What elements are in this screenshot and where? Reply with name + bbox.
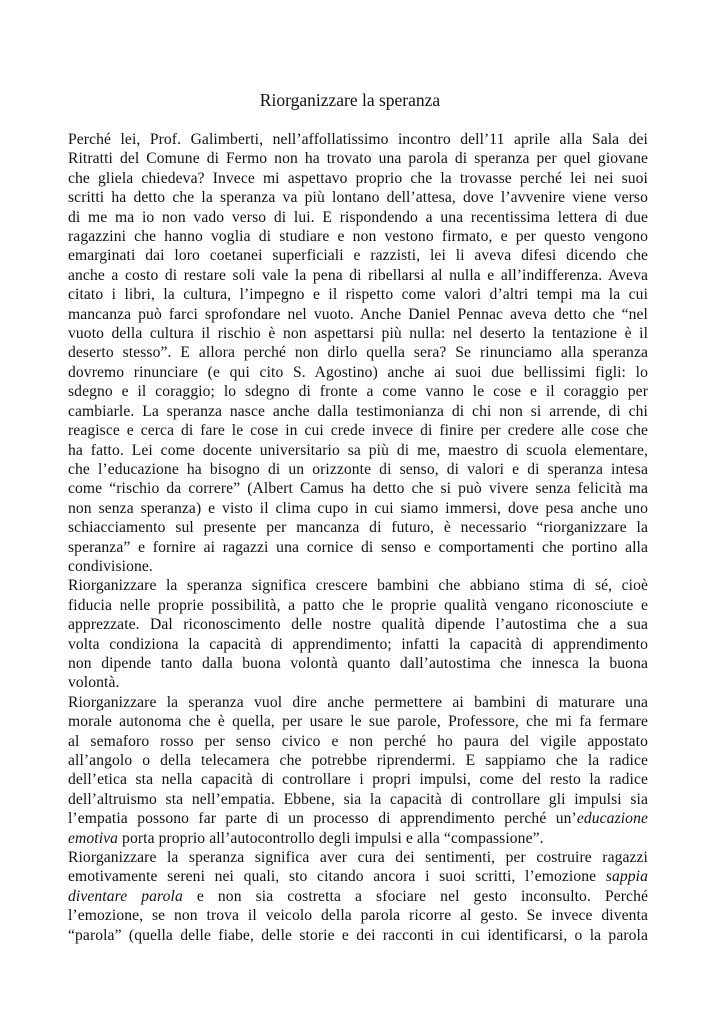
text-line-25: fiducia nelle proprie possibilità, a patto che le proprie qualità vengano riconosciute e bbox=[68, 596, 648, 614]
text-line-3: che gliela chiedeva? Invece mi aspettavo proprio che la trovasse perché lei nei suoi bbox=[68, 169, 648, 187]
text-line-41: l’emozione, se non trova il veicolo della parola ricorre al gesto. Se invece diventa bbox=[68, 907, 648, 925]
text-line-1: Perché lei, Prof. Galimberti, nell’affollatissimo incontro dell’11 aprile alla Sala dei bbox=[68, 131, 648, 148]
page-title: Riorganizzare la speranza bbox=[259, 90, 441, 110]
text-line-7: emarginati dai loro coetanei superficiali e razzisti, lei li aveva difesi dicendo che bbox=[68, 247, 648, 265]
text-line-14: sdegno e il coraggio; lo sdegno di fronte a come vanno le cose e il coraggio per bbox=[68, 383, 648, 401]
text-line-23: condivisione. bbox=[68, 557, 153, 575]
text-line-9: citato i libri, la cultura, l’impegno e il rispetto come valori d’altri tempi ma la cui bbox=[68, 286, 648, 304]
text-line-31: morale autonoma che è quella, per usare le sue parole, Professore, che mi fa fermare bbox=[68, 713, 648, 731]
text-line-30: Riorganizzare la speranza vuol dire anche permettere ai bambini di maturare una bbox=[68, 693, 648, 711]
paragraph-lines bbox=[68, 130, 648, 809]
text-run: e non sia costretta a sfociare nel gesto inconsulto. Perché bbox=[182, 887, 648, 905]
text-line-4: scritti ha detto che la speranza va più lontano dell’attesa, dove l’avvenire viene verso bbox=[68, 189, 648, 207]
text-line-28: non dipende tanto dalla buona volontà quanto dall’autostima che innesca la buona bbox=[68, 654, 648, 672]
text-line-26: apprezzate. Dal riconoscimento delle nostre qualità dipende l’autostima che a sua bbox=[68, 616, 648, 634]
text-line-8: anche a costo di restare soli vale la pena di ribellarsi al nulla e all’indifferenza. Aveva bbox=[68, 266, 648, 284]
text-line-13: dovremo rinunciare (e qui cito S. Agostino) anche ai suoi due bellissimi figli: lo bbox=[68, 363, 648, 381]
text-line-5: di me ma io non vado verso di lui. E rispondendo a una recentissima lettera di due bbox=[68, 208, 648, 226]
text-line-36 bbox=[68, 809, 648, 828]
text-line-40 bbox=[68, 887, 648, 906]
text-line-17: ha fatto. Lei come docente universitario sa più di me, maestro di scuola elementare, bbox=[68, 441, 648, 459]
text-line-10: mancanza può farci sprofondare nel vuoto. Anche Daniel Pennac aveva detto che “nel bbox=[68, 305, 648, 323]
text-line-32: al semaforo rosso per senso civico e non perché ho paura del vigile appostato bbox=[68, 732, 648, 750]
text-line-2: Ritratti del Comune di Fermo non ha trovato una parola di speranza per quel giovane bbox=[68, 150, 648, 168]
text-line-42: “parola” (quella delle fiabe, delle storie e dei racconti in cui identificarsi, o la parola bbox=[68, 926, 648, 944]
text-line-18: che l’educazione ha bisogno di un orizzonte di senso, di valori e di speranza intesa bbox=[68, 460, 648, 478]
text-line-11: vuoto della cultura il rischio è non aspettarsi più nulla: nel deserto la tentazione è il bbox=[68, 325, 648, 343]
text-run: emotivamente sereni nei quali, sto citando ancora i suoi scritti, l’emozione bbox=[68, 868, 606, 886]
document-body bbox=[68, 130, 648, 945]
text-line-22: speranza” e fornire ai ragazzi una cornice di senso e comportamenti che portino alla bbox=[68, 538, 648, 556]
text-line-35: dell’altruismo sta nell’empatia. Ebbene, sia la capacità di controllare gli impulsi sia bbox=[68, 790, 648, 808]
italic-run: educazione bbox=[576, 810, 648, 828]
text-line-39 bbox=[68, 867, 648, 886]
text-line-24: Riorganizzare la speranza significa crescere bambini che abbiano stima di sé, cioè bbox=[68, 577, 648, 595]
text-line-15: cambiarle. La speranza nasce anche dalla testimonianza di chi non si arrende, di chi bbox=[68, 402, 648, 420]
text-line-19: come “rischio da correre” (Albert Camus ha detto che si può vivere senza felicità ma bbox=[68, 480, 648, 498]
italic-run: emotiva bbox=[68, 829, 119, 847]
text-line-21: schiacciamento sul presente per mancanza di futuro, è necessario “riorganizzare la bbox=[68, 519, 648, 537]
text-run: porta proprio all’autocontrollo degli impulsi e alla “compassione”. bbox=[118, 829, 544, 847]
italic-run: diventare parola bbox=[68, 887, 183, 905]
text-line-29: volontà. bbox=[68, 674, 120, 692]
text-line-12: deserto stesso”. E allora perché non dirlo quella sera? Se rinunciamo alla speranza bbox=[68, 344, 648, 362]
text-line-38: Riorganizzare la speranza significa aver cura dei sentimenti, per costruire ragazzi bbox=[68, 849, 648, 867]
text-line-37 bbox=[68, 829, 648, 848]
text-line-20: non senza speranza) e visto il clima cupo in cui siamo immersi, dove pesa anche uno bbox=[68, 499, 648, 517]
text-line-33: all’angolo o della telecamera che potrebbe riprendermi. E sappiamo che la radice bbox=[68, 752, 648, 769]
text-run: l’empatia possono far parte di un processo di apprendimento perché un’ bbox=[68, 810, 577, 828]
text-line-27: volta condiziona la capacità di apprendimento; infatti la capacità di apprendimento bbox=[68, 635, 648, 653]
text-line-16: reagisce e cerca di fare le cose in cui crede invece di finire per credere alle cose che bbox=[68, 422, 648, 440]
italic-run: sappia bbox=[605, 868, 648, 886]
text-line-6: ragazzini che hanno voglia di studiare e non vestono firmato, e per questo vengono bbox=[68, 228, 648, 246]
text-line-34: dell’etica sta nella capacità di controllare i propri impulsi, come del resto la radice bbox=[68, 771, 648, 789]
